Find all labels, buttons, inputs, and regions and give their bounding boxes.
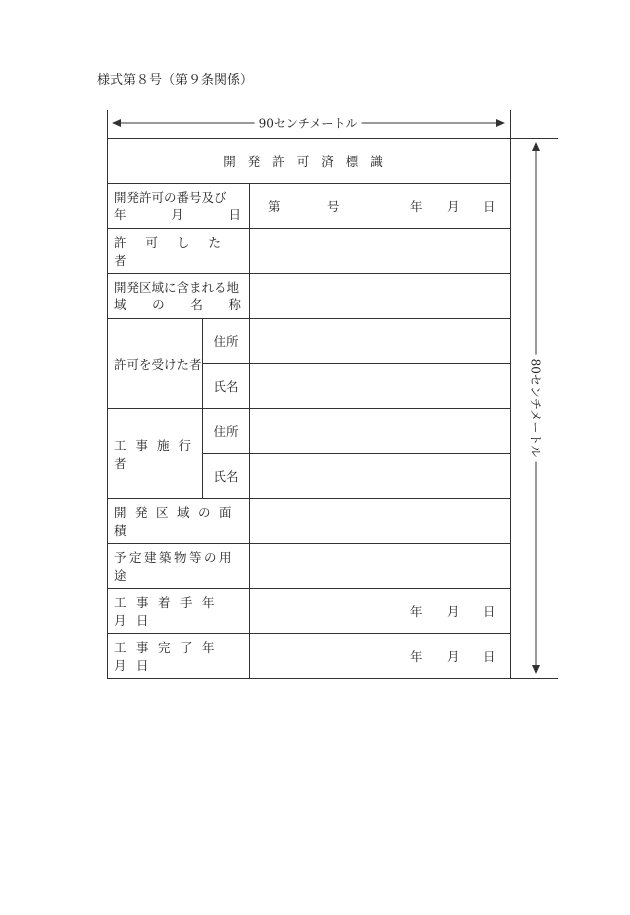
height-dimension-label: 80センチメートル xyxy=(528,355,545,462)
dai-label: 第 xyxy=(268,199,281,214)
permit-number-label xyxy=(108,184,249,228)
tsuki-label: 月 xyxy=(447,604,460,619)
tsuki-label: 月 xyxy=(447,199,460,214)
area-name-label-line1: 開発区域に含まれる地 xyxy=(114,280,240,295)
contractor-name-label: 氏名 xyxy=(213,469,239,484)
area-name-label-line2: 域 の 名 称 xyxy=(114,297,241,312)
nen-label: 年 xyxy=(410,649,423,664)
area-name-label xyxy=(108,274,249,318)
building-use-label: 予定建築物等の用途 xyxy=(114,550,235,583)
permittee-name-label: 氏名 xyxy=(213,379,239,394)
hi-label: 日 xyxy=(483,649,496,664)
table-bottom-border xyxy=(107,678,558,679)
hi-label: 日 xyxy=(483,199,496,214)
permit-number-label-line2: 年 月 日 xyxy=(114,207,241,222)
end-date-value xyxy=(250,634,510,678)
permit-number-value xyxy=(250,184,510,228)
permit-number-label-line1: 開発許可の番号及び xyxy=(114,190,227,205)
width-dimension-label: 90センチメートル xyxy=(255,115,362,132)
permittee-address-label: 住所 xyxy=(213,334,239,349)
start-date-label: 工事着手年月日 xyxy=(114,595,225,628)
end-date-label: 工事完了年月日 xyxy=(114,640,225,673)
sign-title-cell xyxy=(108,139,510,183)
contractor-label: 工事施行者 xyxy=(114,437,201,471)
nen-label: 年 xyxy=(410,199,423,214)
tsuki-label: 月 xyxy=(447,649,460,664)
permittee-label: 許可を受けた者 xyxy=(114,356,202,372)
sign-title: 開発許可済標識 xyxy=(223,154,395,169)
table-right-border xyxy=(510,110,511,679)
start-date-value xyxy=(250,589,510,633)
form-label: 様式第８号（第９条関係） xyxy=(97,73,254,88)
nen-label: 年 xyxy=(410,604,423,619)
area-size-label: 開発区域の面積 xyxy=(114,505,241,538)
hi-label: 日 xyxy=(483,604,496,619)
contractor-address-label: 住所 xyxy=(213,424,239,439)
go-label: 号 xyxy=(327,199,340,214)
permit-holder-label: 許可した者 xyxy=(114,235,241,268)
